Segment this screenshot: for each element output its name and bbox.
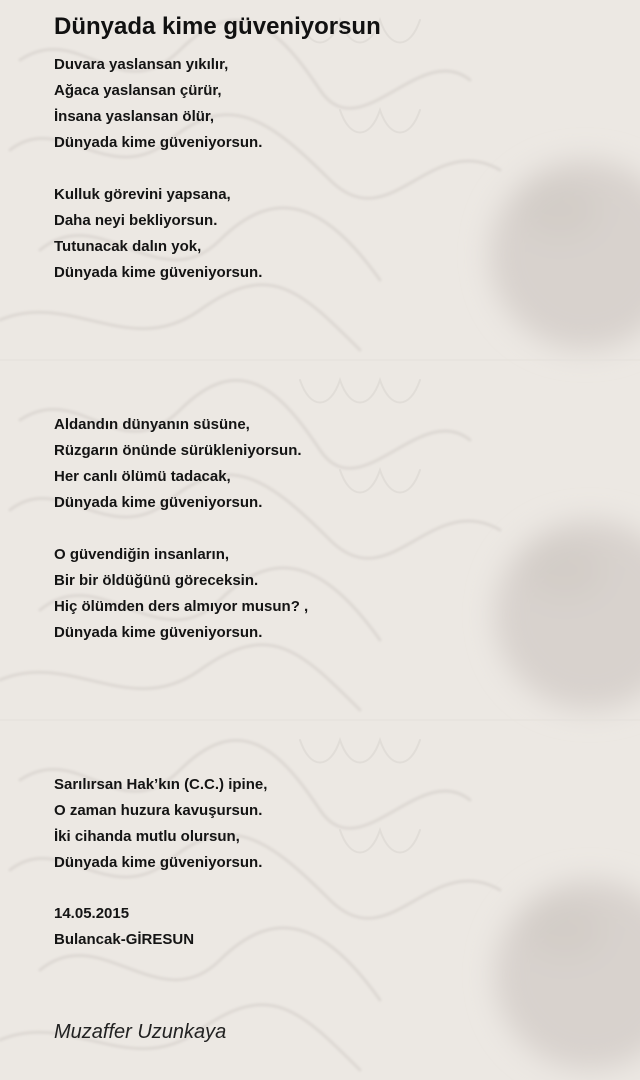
verse-line: Rüzgarın önünde sürükleniyorsun. [54,442,302,459]
verse-line: Aldandın dünyanın süsüne, [54,416,250,433]
stanza-1 [54,52,262,156]
verse-line: Sarılırsan Hak’kın (C.C.) ipine, [54,776,268,793]
verse-line: İnsana yaslansan ölür, [54,108,215,125]
stanza-3 [54,412,302,516]
verse-line: İki cihanda mutlu olursun, [54,828,240,845]
verse-line: Bir bir öldüğünü göreceksin. [54,572,259,589]
verse-line: Dünyada kime güveniyorsun. [54,264,263,281]
verse-line: Her canlı ölümü tadacak, [54,468,231,485]
verse-line: Dünyada kime güveniyorsun. [54,854,263,871]
verse-line: Kulluk görevini yapsana, [54,186,231,203]
poem-place: Bulancak-GİRESUN [54,931,195,948]
verse-line: Ağaca yaslansan çürür, [54,82,222,99]
poem-author: Muzaffer Uzunkaya [54,1021,227,1043]
poem-title: Dünyada kime güveniyorsun [54,13,381,40]
poem-date: 14.05.2015 [54,905,130,922]
verse-line: Daha neyi bekliyorsun. [54,212,218,229]
verse-line: Hiç ölümden ders almıyor musun? , [54,598,309,615]
verse-line: Duvara yaslansan yıkılır, [54,56,229,73]
stanza-5 [54,772,267,876]
stanza-2 [54,182,262,286]
verse-line: Dünyada kime güveniyorsun. [54,494,263,511]
verse-line: Dünyada kime güveniyorsun. [54,134,263,151]
verse-line: O zaman huzura kavuşursun. [54,802,263,819]
verse-line: Tutunacak dalın yok, [54,238,202,255]
verse-line: O güvendiğin insanların, [54,546,230,563]
verse-line: Dünyada kime güveniyorsun. [54,624,263,641]
stanza-4 [54,542,308,646]
